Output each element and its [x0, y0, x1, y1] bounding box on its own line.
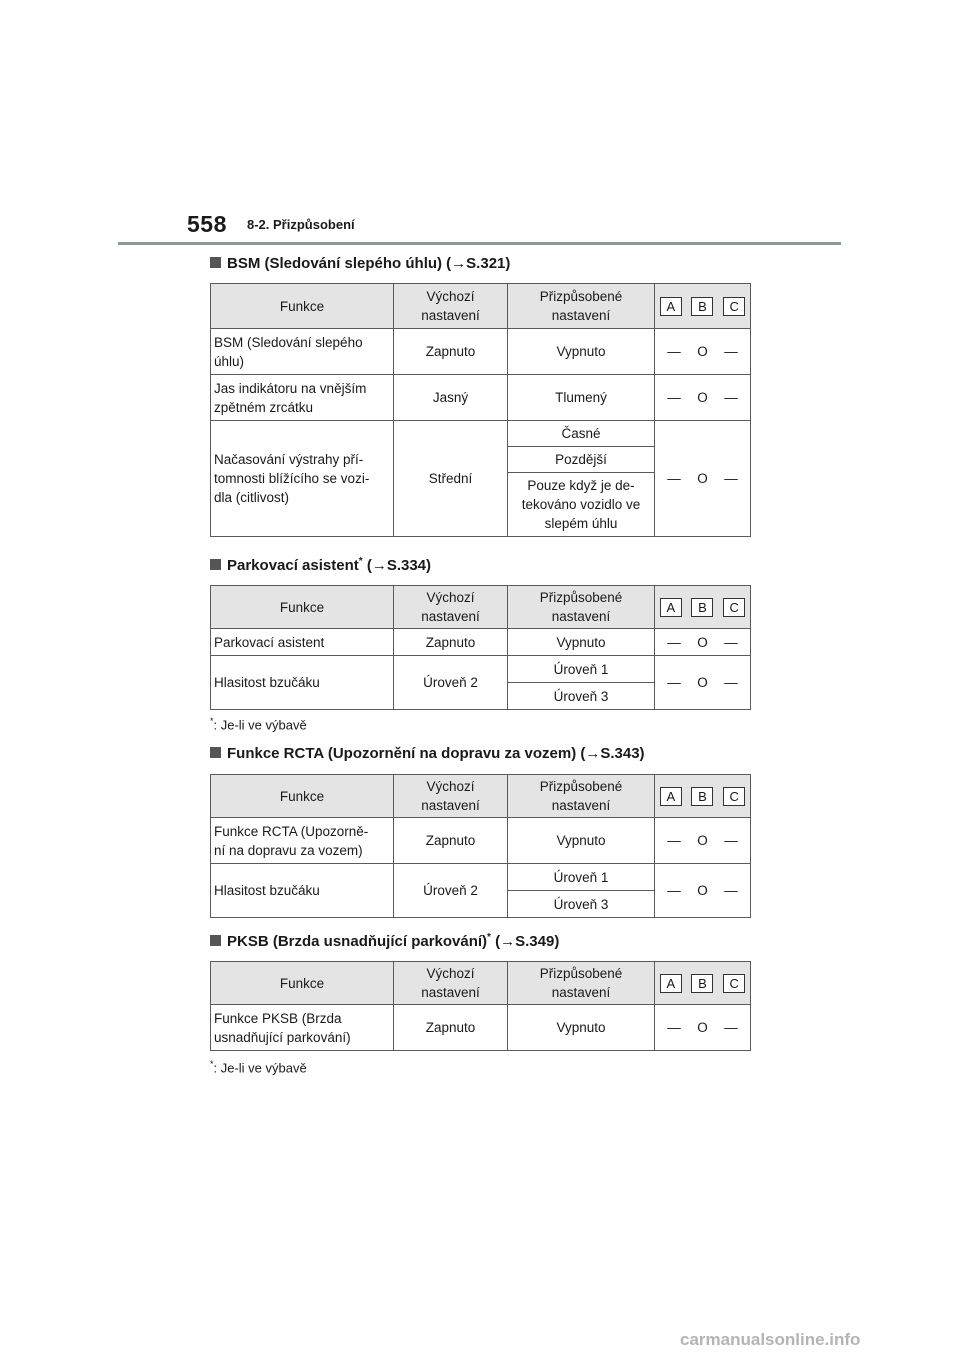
value-c: — — [724, 883, 738, 898]
box-b: B — [691, 974, 713, 993]
header-text: Výchozí — [426, 779, 475, 794]
function-cell: Hlasitost bzučáku — [211, 656, 394, 710]
table-row — [211, 1005, 751, 1051]
abc-cell — [655, 629, 751, 656]
square-bullet-icon — [210, 747, 221, 758]
header-funkce: Funkce — [211, 775, 394, 818]
default-cell: Zapnuto — [394, 1005, 508, 1051]
header-custom — [508, 775, 655, 818]
cell-text: Funkce RCTA (Upozorně- — [214, 823, 369, 839]
header-text: Výchozí — [426, 590, 475, 605]
header-default — [394, 775, 508, 818]
heading-text: Funkce RCTA (Upozornění na dopravu za vozem) (→S.343) — [227, 745, 645, 762]
value-b: O — [697, 1020, 708, 1035]
abc-cell — [655, 329, 751, 375]
chapter-title: 8-2. Přizpůsobení — [247, 217, 355, 232]
header-text: nastavení — [551, 985, 611, 1000]
footnote-star: * — [358, 556, 363, 567]
section-heading-bsm — [210, 255, 510, 272]
header-custom — [508, 284, 655, 329]
value-c: — — [724, 1020, 738, 1035]
header-text: Přizpůsobené — [539, 966, 623, 981]
table-row — [211, 656, 751, 683]
value-a: — — [667, 344, 681, 359]
value-a: — — [667, 833, 681, 848]
value-b: O — [697, 883, 708, 898]
box-c: C — [723, 974, 745, 993]
header-text: Výchozí — [426, 289, 475, 304]
pksb-table — [210, 961, 751, 1051]
abc-values — [659, 388, 746, 407]
box-a: A — [660, 974, 682, 993]
heading-text: BSM (Sledování slepého úhlu) (→S.321) — [227, 255, 511, 272]
header-text: nastavení — [421, 609, 480, 624]
watermark: carmanualsonline.info — [680, 1330, 861, 1349]
header-text: Přizpůsobené — [539, 779, 623, 794]
custom-cell: Vypnuto — [508, 818, 655, 864]
custom-cell: Tlumený — [508, 375, 655, 421]
cell-text: Funkce PKSB (Brzda — [214, 1010, 342, 1026]
value-c: — — [724, 390, 738, 405]
box-a: A — [660, 297, 682, 316]
value-c: — — [724, 634, 738, 650]
section-heading-pksb — [210, 932, 559, 950]
function-cell — [211, 421, 394, 537]
header-abc — [655, 962, 751, 1005]
value-a: — — [667, 883, 681, 898]
table-row — [211, 864, 751, 891]
abc-values — [659, 469, 746, 488]
function-cell: Hlasitost bzučáku — [211, 864, 394, 918]
function-cell — [211, 818, 394, 864]
rcta-table — [210, 774, 751, 918]
header-text: nastavení — [551, 609, 611, 624]
table-row — [211, 421, 751, 447]
header-text: Výchozí — [426, 966, 475, 981]
abc-cell — [655, 375, 751, 421]
cell-text: BSM (Sledování slepého — [214, 334, 363, 350]
header-text: nastavení — [551, 798, 611, 813]
default-cell: Střední — [394, 421, 508, 537]
square-bullet-icon — [210, 935, 221, 946]
table-header-row — [211, 962, 751, 1005]
table-row — [211, 375, 751, 421]
square-bullet-icon — [210, 257, 221, 268]
abc-values — [659, 673, 746, 692]
header-default — [394, 962, 508, 1005]
cell-text: zpětném zrcátku — [214, 399, 314, 415]
header-funkce: Funkce — [211, 586, 394, 629]
abc-values — [659, 1018, 746, 1037]
default-cell: Úroveň 2 — [394, 864, 508, 918]
value-c: — — [724, 675, 738, 690]
value-b: O — [697, 634, 708, 650]
cell-text: slepém úhlu — [544, 516, 618, 531]
cell-text: tomnosti blížícího se vozi- — [214, 471, 370, 486]
footnote-star: * — [210, 1059, 214, 1069]
footnote-text: : Je-li ve výbavě — [213, 717, 307, 733]
default-cell: Zapnuto — [394, 818, 508, 864]
function-cell — [211, 1005, 394, 1051]
footnote-star: * — [210, 716, 214, 726]
heading-ref: (→S.334) — [362, 557, 432, 574]
bsm-table — [210, 283, 751, 537]
box-a: A — [660, 787, 682, 806]
custom-cell: Vypnuto — [508, 329, 655, 375]
abc-cell — [655, 656, 751, 710]
value-c: — — [724, 344, 738, 359]
box-b: B — [691, 297, 713, 316]
table-row — [211, 818, 751, 864]
heading-text: PKSB (Brzda usnadňující parkování) — [227, 933, 488, 950]
abc-boxes — [655, 297, 750, 316]
value-b: O — [697, 390, 708, 405]
cell-text: úhlu) — [214, 353, 245, 369]
heading-ref: (→S.349) — [490, 933, 560, 950]
cell-text: Jas indikátoru na vnějším — [214, 380, 367, 396]
custom-cell: Vypnuto — [508, 1005, 655, 1051]
default-cell: Zapnuto — [394, 329, 508, 375]
value-a: — — [667, 634, 681, 650]
value-b: O — [697, 675, 708, 690]
footnote — [210, 1059, 307, 1075]
value-a: — — [667, 471, 681, 486]
abc-boxes — [655, 787, 750, 806]
header-custom — [508, 586, 655, 629]
custom-option-cell: Pozdější — [508, 447, 655, 473]
header-default — [394, 284, 508, 329]
cell-text: Pouze když je de- — [527, 478, 635, 493]
square-bullet-icon — [210, 559, 221, 570]
header-funkce: Funkce — [211, 962, 394, 1005]
value-b: O — [697, 471, 708, 486]
header-text: nastavení — [421, 985, 480, 1000]
box-c: C — [723, 297, 745, 316]
heading-text: Parkovací asistent — [227, 557, 359, 574]
cell-text: usnadňující parkování) — [214, 1029, 351, 1045]
custom-option-cell: Úroveň 1 — [508, 864, 655, 891]
section-heading-rcta — [210, 745, 645, 762]
value-b: O — [697, 344, 708, 359]
function-cell — [211, 329, 394, 375]
header-abc — [655, 586, 751, 629]
abc-cell — [655, 818, 751, 864]
header-text: Přizpůsobené — [539, 590, 623, 605]
custom-option-cell: Časné — [508, 421, 655, 447]
table-row — [211, 329, 751, 375]
cell-text: Načasování výstrahy pří- — [214, 452, 364, 467]
table-header-row — [211, 284, 751, 329]
footnote — [210, 716, 307, 732]
default-cell: Zapnuto — [394, 629, 508, 656]
abc-cell — [655, 1005, 751, 1051]
function-cell: Parkovací asistent — [211, 629, 394, 656]
cell-text: ní na dopravu za vozem) — [214, 842, 363, 858]
footnote-star: * — [487, 932, 491, 943]
box-b: B — [691, 598, 713, 617]
table-header-row — [211, 775, 751, 818]
custom-option-cell: Úroveň 1 — [508, 656, 655, 683]
header-text: nastavení — [421, 798, 480, 813]
page-number: 558 — [187, 211, 227, 237]
abc-boxes — [655, 598, 750, 617]
default-cell: Jasný — [394, 375, 508, 421]
value-a: — — [667, 1020, 681, 1035]
table-header-row — [211, 586, 751, 629]
box-b: B — [691, 787, 713, 806]
header-text: Přizpůsobené — [539, 289, 623, 304]
header-abc — [655, 284, 751, 329]
abc-cell — [655, 864, 751, 918]
abc-values — [659, 831, 746, 850]
cell-text: tekováno vozidlo ve — [521, 497, 641, 512]
header-rule — [118, 242, 841, 245]
abc-boxes — [655, 974, 750, 993]
header-custom — [508, 962, 655, 1005]
header-abc — [655, 775, 751, 818]
cell-text: dla (citlivost) — [214, 490, 290, 505]
box-c: C — [723, 787, 745, 806]
custom-option-cell: Úroveň 3 — [508, 683, 655, 710]
box-c: C — [723, 598, 745, 617]
section-heading-parking — [210, 556, 431, 574]
header-text: nastavení — [551, 308, 611, 323]
header-default — [394, 586, 508, 629]
value-a: — — [667, 675, 681, 690]
value-c: — — [724, 833, 738, 848]
custom-option-cell — [508, 473, 655, 537]
box-a: A — [660, 598, 682, 617]
abc-values — [659, 881, 746, 900]
value-b: O — [697, 833, 708, 848]
footnote-text: : Je-li ve výbavě — [213, 1060, 307, 1076]
abc-cell — [655, 421, 751, 537]
value-c: — — [724, 471, 738, 486]
parking-table — [210, 585, 751, 710]
abc-values — [659, 633, 746, 652]
value-a: — — [667, 390, 681, 405]
function-cell — [211, 375, 394, 421]
table-row — [211, 629, 751, 656]
header-text: nastavení — [421, 308, 480, 323]
custom-cell: Vypnuto — [508, 629, 655, 656]
abc-values — [659, 342, 746, 361]
header-funkce: Funkce — [211, 284, 394, 329]
default-cell: Úroveň 2 — [394, 656, 508, 710]
custom-option-cell: Úroveň 3 — [508, 891, 655, 918]
